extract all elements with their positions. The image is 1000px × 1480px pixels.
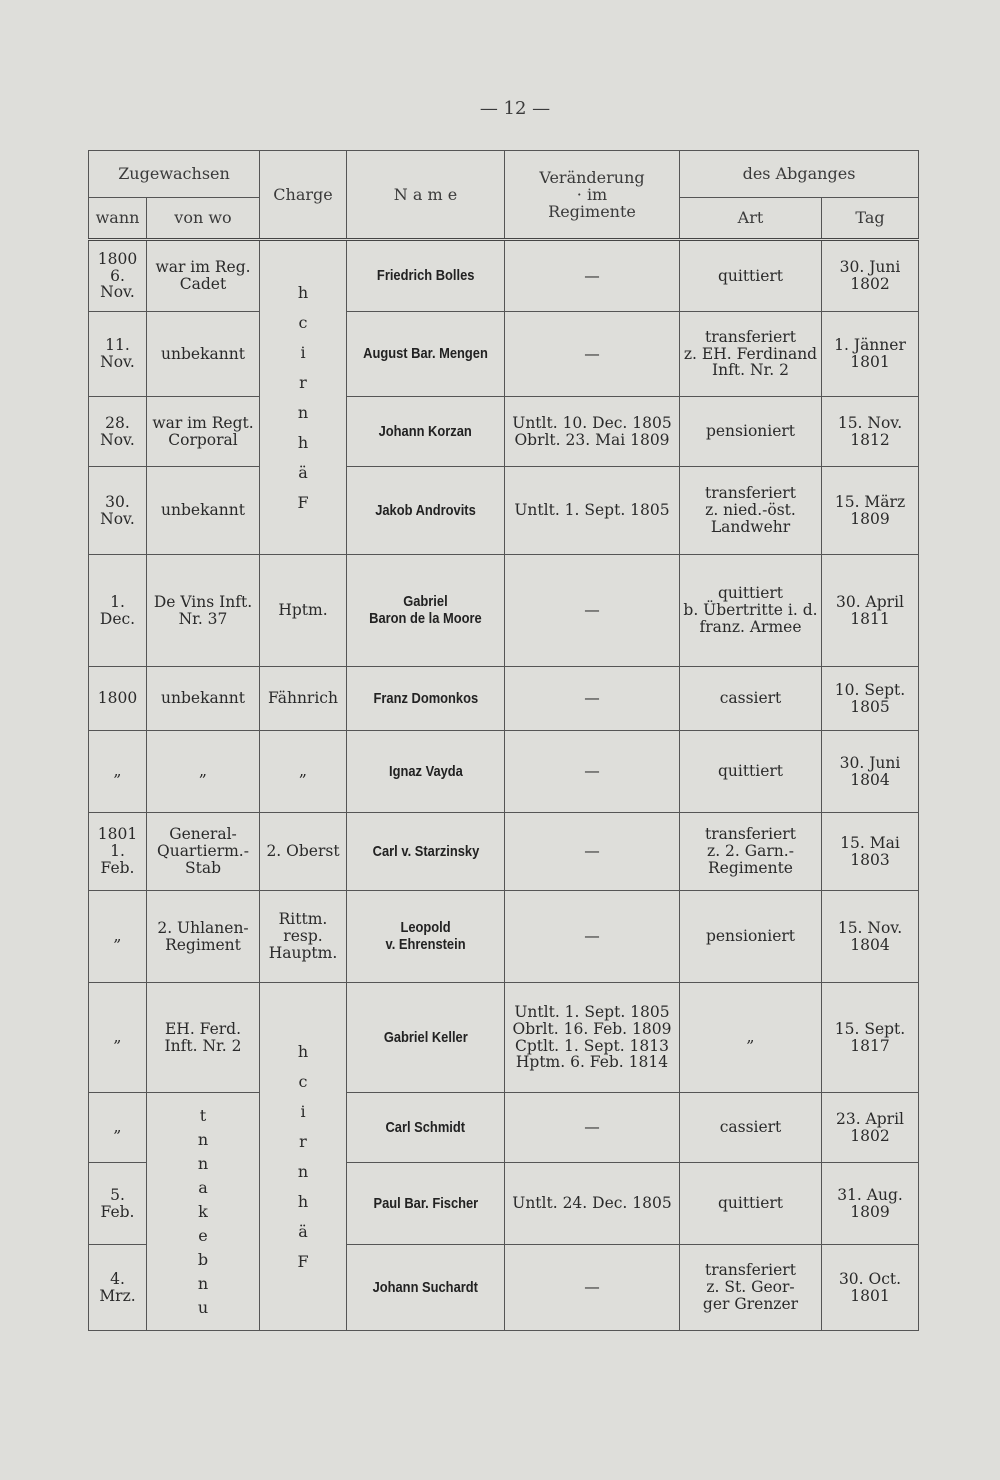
cell-veraenderung: — (505, 731, 680, 813)
table-row (89, 813, 919, 891)
header-wann: wann (89, 198, 147, 240)
cell-veraenderung: — (505, 240, 680, 312)
register-table (88, 150, 919, 1331)
table-row (89, 731, 919, 813)
table-row (89, 891, 919, 983)
cell-wann: 30. Nov. (89, 467, 147, 555)
charge-vertical-text-2: h c i r n h ä F (297, 1041, 309, 1271)
cell-wann: „ (89, 983, 147, 1093)
cell-name: Johann Suchardt (347, 1245, 505, 1331)
cell-von-wo: De Vins Inft. Nr. 37 (147, 555, 260, 667)
cell-tag: 30. April 1811 (822, 555, 919, 667)
cell-art: cassiert (680, 1093, 822, 1163)
cell-wann: 4. Mrz. (89, 1245, 147, 1331)
cell-art: transferiert z. nied.-öst. Landwehr (680, 467, 822, 555)
cell-tag: 15. Sept. 1817 (822, 983, 919, 1093)
cell-name: Franz Domonkos (347, 667, 505, 731)
header-zugewachsen: Zugewachsen (89, 151, 260, 198)
cell-art: quittiert (680, 731, 822, 813)
cell-tag: 15. März 1809 (822, 467, 919, 555)
table-row (89, 667, 919, 731)
cell-charge: Rittm. resp. Hauptm. (260, 891, 347, 983)
cell-name: Jakob Androvits (347, 467, 505, 555)
table-row (89, 555, 919, 667)
table-row (89, 240, 919, 312)
cell-von-wo: EH. Ferd. Inft. Nr. 2 (147, 983, 260, 1093)
cell-art: transferiert z. St. Geor- ger Grenzer (680, 1245, 822, 1331)
cell-veraenderung: — (505, 891, 680, 983)
cell-veraenderung: — (505, 667, 680, 731)
cell-art: quittiert (680, 240, 822, 312)
cell-wann: 28. Nov. (89, 397, 147, 467)
charge-vertical-text-1: h c i r n h ä F (297, 282, 309, 512)
cell-tag: 31. Aug. 1809 (822, 1163, 919, 1245)
cell-von-wo: 2. Uhlanen- Regiment (147, 891, 260, 983)
cell-name: Carl v. Starzinsky (347, 813, 505, 891)
cell-tag: 23. April 1802 (822, 1093, 919, 1163)
cell-wann: 1. Dec. (89, 555, 147, 667)
cell-von-wo: unbekannt (147, 312, 260, 397)
table-row (89, 467, 919, 555)
cell-veraenderung: Untlt. 1. Sept. 1805 Obrlt. 16. Feb. 1809 Cptlt. 1. Sept. 1813 Hptm. 6. Feb. 1814 (505, 983, 680, 1093)
cell-von-wo: General- Quartierm.- Stab (147, 813, 260, 891)
table-row (89, 983, 919, 1093)
header-von-wo: von wo (147, 198, 260, 240)
cell-veraenderung: Untlt. 10. Dec. 1805 Obrlt. 23. Mai 1809 (505, 397, 680, 467)
cell-veraenderung: — (505, 312, 680, 397)
cell-tag: 30. Juni 1802 (822, 240, 919, 312)
cell-charge: „ (260, 731, 347, 813)
cell-wann: 11. Nov. (89, 312, 147, 397)
cell-name: Ignaz Vayda (347, 731, 505, 813)
cell-name: Carl Schmidt (347, 1093, 505, 1163)
page-number: — 12 — (479, 98, 551, 119)
cell-wann: 1801 1. Feb. (89, 813, 147, 891)
cell-wann: 1800 6. Nov. (89, 240, 147, 312)
cell-charge-vertical (260, 983, 347, 1331)
cell-name: Gabriel Keller (347, 983, 505, 1093)
cell-veraenderung: — (505, 813, 680, 891)
cell-art: transferiert z. 2. Garn.- Regimente (680, 813, 822, 891)
cell-art: transferiert z. EH. Ferdinand Inft. Nr. 2 (680, 312, 822, 397)
cell-tag: 15. Mai 1803 (822, 813, 919, 891)
cell-wann: 5. Feb. (89, 1163, 147, 1245)
cell-art: pensioniert (680, 891, 822, 983)
header-abgang: des Abganges (680, 151, 919, 198)
cell-name: Leopold v. Ehrenstein (347, 891, 505, 983)
cell-charge: 2. Oberst (260, 813, 347, 891)
cell-name: Paul Bar. Fischer (347, 1163, 505, 1245)
cell-von-wo-vertical (147, 1093, 260, 1331)
cell-name: Friedrich Bolles (347, 240, 505, 312)
cell-art: „ (680, 983, 822, 1093)
table-row (89, 397, 919, 467)
cell-name: Gabriel Baron de la Moore (347, 555, 505, 667)
cell-veraenderung: — (505, 555, 680, 667)
cell-charge: Fähnrich (260, 667, 347, 731)
cell-von-wo: war im Reg. Cadet (147, 240, 260, 312)
cell-art: cassiert (680, 667, 822, 731)
cell-tag: 15. Nov. 1812 (822, 397, 919, 467)
cell-art: quittiert (680, 1163, 822, 1245)
header-art: Art (680, 198, 822, 240)
cell-name: August Bar. Mengen (347, 312, 505, 397)
cell-tag: 1. Jänner 1801 (822, 312, 919, 397)
vonwo-vertical-text: t n n a k e b n u (197, 1105, 209, 1317)
header-charge: Charge (260, 151, 347, 240)
header-veraenderung: Veränderung · im Regimente (505, 151, 680, 240)
cell-wann: „ (89, 1093, 147, 1163)
cell-art: quittiert b. Übertritte i. d. franz. Armee (680, 555, 822, 667)
cell-tag: 10. Sept. 1805 (822, 667, 919, 731)
cell-art: pensioniert (680, 397, 822, 467)
cell-charge: Hptm. (260, 555, 347, 667)
cell-von-wo: war im Regt. Corporal (147, 397, 260, 467)
cell-von-wo: unbekannt (147, 467, 260, 555)
cell-veraenderung: Untlt. 24. Dec. 1805 (505, 1163, 680, 1245)
cell-von-wo: unbekannt (147, 667, 260, 731)
cell-wann: „ (89, 731, 147, 813)
header-name: N a m e (347, 151, 505, 240)
cell-wann: „ (89, 891, 147, 983)
cell-veraenderung: — (505, 1245, 680, 1331)
cell-veraenderung: Untlt. 1. Sept. 1805 (505, 467, 680, 555)
cell-von-wo: „ (147, 731, 260, 813)
cell-charge-vertical (260, 240, 347, 555)
cell-wann: 1800 (89, 667, 147, 731)
cell-tag: 30. Oct. 1801 (822, 1245, 919, 1331)
cell-tag: 15. Nov. 1804 (822, 891, 919, 983)
cell-veraenderung: — (505, 1093, 680, 1163)
cell-tag: 30. Juni 1804 (822, 731, 919, 813)
table-header (89, 151, 919, 240)
cell-name: Johann Korzan (347, 397, 505, 467)
header-tag: Tag (822, 198, 919, 240)
table-row (89, 1093, 919, 1163)
table-row (89, 312, 919, 397)
